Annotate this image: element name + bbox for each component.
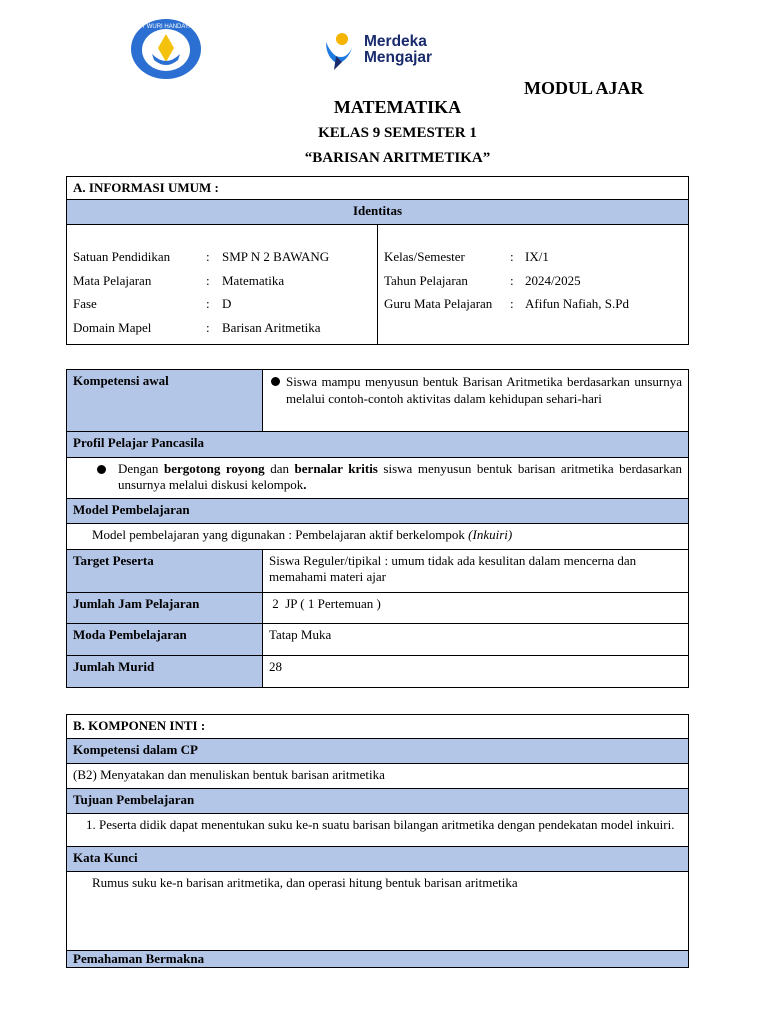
- komponen-inti-table: [66, 714, 689, 968]
- informasi-umum-heading: A. INFORMASI UMUM :: [67, 177, 689, 200]
- label-tahun: Tahun Pelajaran: [384, 272, 468, 288]
- profil-label: Profil Pelajar Pancasila: [67, 432, 689, 458]
- model-cell: [67, 524, 689, 550]
- murid-label: Jumlah Murid: [67, 656, 263, 688]
- kata-kunci-label: Kata Kunci: [67, 847, 689, 872]
- target-label: Target Peserta: [67, 550, 263, 593]
- profil-t2: dan: [264, 461, 295, 476]
- kompetensi-awal-text: Siswa mampu menyusun bentuk Barisan Aritmetika berdasarkan unsurnya melalui contoh-contoh aktivitas dalam kehidupan sehari-hari: [286, 374, 682, 406]
- value-satuan: SMP N 2 BAWANG: [222, 249, 330, 264]
- tut-wuri-handayani-logo: [130, 18, 202, 80]
- moda-value: Tatap Muka: [263, 624, 689, 656]
- jam-label: Jumlah Jam Pelajaran: [67, 593, 263, 624]
- cp-value: (B2) Menyatakan dan menuliskan bentuk barisan aritmetika: [67, 764, 689, 789]
- identitas-heading: Identitas: [67, 200, 689, 225]
- value-guru: Afifun Nafiah, S.Pd: [525, 296, 629, 311]
- bullet-icon: [97, 465, 106, 474]
- value-kelas: IX/1: [525, 249, 549, 264]
- profil-bold-bernalar-kritis: bernalar kritis: [294, 461, 378, 476]
- informasi-umum-table: [66, 176, 689, 345]
- topic-title: “BARISAN ARITMETIKA”: [304, 150, 491, 166]
- label-satuan: Satuan Pendidikan: [73, 249, 171, 264]
- merdeka-mengajar-line2: Mengajar: [364, 49, 433, 66]
- identitas-right: [378, 225, 689, 345]
- value-tahun: 2024/2025: [525, 272, 581, 288]
- profil-t1: Dengan: [118, 461, 164, 476]
- value-fase: D: [222, 296, 232, 311]
- profil-t4: .: [303, 477, 307, 492]
- label-mapel: Mata Pelajaran: [73, 272, 152, 288]
- sep: :: [510, 249, 514, 264]
- label-domain: Domain Mapel: [73, 319, 152, 335]
- profil-t3: siswa menyusun bentuk barisan aritmetika berdasarkan unsurnya melalui diskusi kelompok: [118, 461, 682, 492]
- tujuan-cell: [67, 814, 689, 847]
- jam-value: 2 JP ( 1 Pertemuan ): [263, 593, 689, 624]
- komponen-heading: B. KOMPONEN INTI :: [67, 715, 689, 739]
- tujuan-label: Tujuan Pembelajaran: [67, 789, 689, 814]
- sep: :: [206, 249, 210, 264]
- kompetensi-awal-cell: [263, 370, 689, 432]
- kata-kunci-value: Rumus suku ke-n barisan aritmetika, dan operasi hitung bentuk barisan aritmetika: [67, 872, 689, 951]
- value-mapel: Matematika: [222, 272, 285, 288]
- profil-text: [118, 461, 682, 493]
- merdeka-mengajar-logo: [322, 28, 452, 74]
- label-guru: Guru Mata Pelajaran: [384, 296, 493, 311]
- murid-value: 28: [263, 656, 689, 688]
- sep: :: [206, 296, 210, 311]
- subject-title: MATEMATIKA: [333, 97, 462, 117]
- pemahaman-label: Pemahaman Bermakna: [67, 951, 689, 968]
- tujuan-item: 1. Peserta didik dapat menentukan suku ke-n suatu barisan bilangan aritmetika dengan pendekatan model inkuiri.: [99, 817, 682, 832]
- value-domain: Barisan Aritmetika: [222, 319, 321, 335]
- cp-label: Kompetensi dalam CP: [67, 739, 689, 764]
- sep: :: [510, 272, 514, 288]
- kompetensi-awal-label: Kompetensi awal: [67, 370, 263, 432]
- class-title: KELAS 9 SEMESTER 1: [318, 125, 477, 141]
- merdeka-mengajar-line1: Merdeka: [364, 33, 427, 50]
- target-value: Siswa Reguler/tipikal : umum tidak ada kesulitan dalam mencerna dan memahami materi ajar: [263, 550, 689, 593]
- label-fase: Fase: [73, 296, 97, 311]
- tut-wuri-label: TUT WURI HANDAYANI: [133, 24, 199, 30]
- sep: :: [510, 296, 514, 311]
- sep: :: [206, 272, 210, 288]
- merdeka-mengajar-icon: [322, 30, 356, 72]
- modul-title: MODUL AJAR: [524, 78, 644, 98]
- label-kelas: Kelas/Semester: [384, 249, 465, 264]
- bullet-icon: [271, 377, 280, 386]
- details-table: [66, 369, 689, 688]
- model-italic: (Inkuiri): [468, 527, 513, 542]
- moda-label: Moda Pembelajaran: [67, 624, 263, 656]
- model-text: Model pembelajaran yang digunakan : Pembelajaran aktif berkelompok: [92, 527, 469, 542]
- identitas-left: [67, 225, 378, 345]
- profil-bold-gotong-royong: bergotong royong: [164, 461, 265, 476]
- model-label: Model Pembelajaran: [67, 499, 689, 524]
- profil-cell: [67, 458, 689, 499]
- sep: :: [206, 319, 210, 335]
